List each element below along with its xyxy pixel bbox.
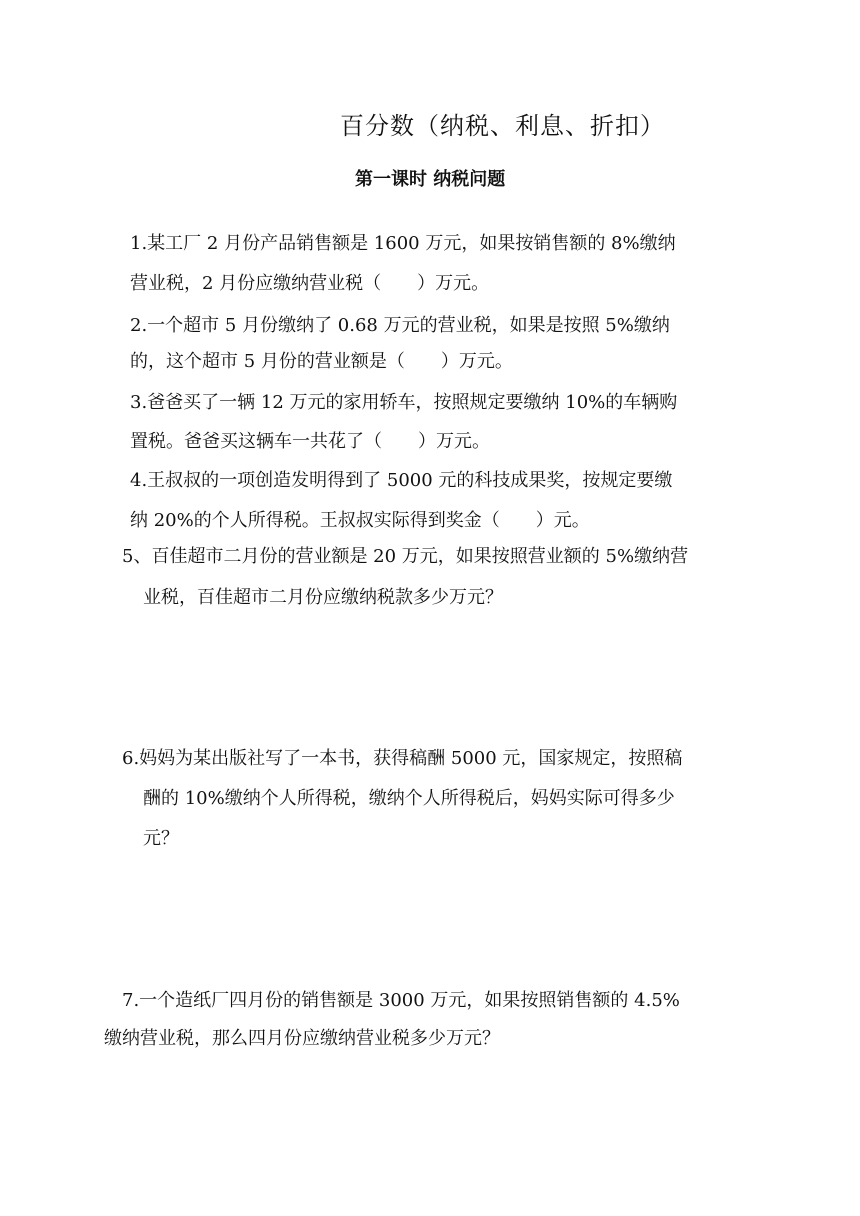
question-2-line-1: 2.一个超市 5 月份缴纳了 0.68 万元的营业税，如果是按照 5%缴纳 — [130, 315, 670, 336]
question-1-line-1: 1.某工厂 2 月份产品销售额是 1600 万元，如果按销售额的 8%缴纳 — [130, 233, 676, 254]
question-6-line-1: 6.妈妈为某出版社写了一本书，获得稿酬 5000 元，国家规定，按照稿 — [122, 748, 683, 769]
page-title: 百分数（纳税、利息、折扣） — [340, 112, 665, 140]
question-6-line-2: 酬的 10%缴纳个人所得税，缴纳个人所得税后，妈妈实际可得多少 — [143, 788, 675, 809]
question-7-line-2: 缴纳营业税，那么四月份应缴纳营业税多少万元？ — [104, 1028, 500, 1049]
question-4-line-1: 4.王叔叔的一项创造发明得到了 5000 元的科技成果奖，按规定要缴 — [130, 470, 673, 491]
question-5-line-2: 业税，百佳超市二月份应缴纳税款多少万元？ — [143, 587, 503, 608]
question-3-line-1: 3.爸爸买了一辆 12 万元的家用轿车，按照规定要缴纳 10%的车辆购 — [130, 392, 678, 413]
question-5-line-1: 5、百佳超市二月份的营业额是 20 万元，如果按照营业额的 5%缴纳营 — [122, 546, 689, 567]
question-7-line-1: 7.一个造纸厂四月份的销售额是 3000 万元，如果按照销售额的 4.5% — [122, 990, 680, 1011]
question-3-line-2: 置税。爸爸买这辆车一共花了（ ）万元。 — [130, 431, 490, 452]
question-1-line-2: 营业税，2 月份应缴纳营业税（ ）万元。 — [130, 273, 490, 294]
question-4-line-2: 纳 20%的个人所得税。王叔叔实际得到奖金（ ）元。 — [130, 510, 590, 531]
lesson-subtitle: 第一课时 纳税问题 — [355, 169, 506, 190]
question-2-line-2: 的，这个超市 5 月份的营业额是（ ）万元。 — [130, 351, 513, 372]
question-6-line-3: 元？ — [143, 828, 179, 849]
